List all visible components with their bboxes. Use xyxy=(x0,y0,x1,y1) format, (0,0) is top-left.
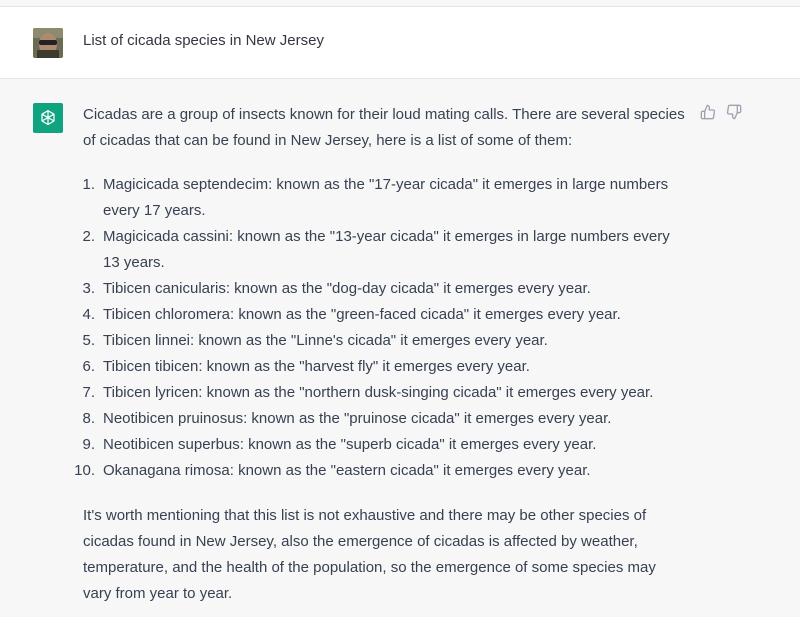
list-item-text: Magicicada cassini: known as the "13-year cicada" it emerges in large numbers every 13 years. xyxy=(103,228,670,271)
list-item xyxy=(83,354,683,380)
list-number: 2. xyxy=(82,228,95,245)
thumbs-up-icon[interactable] xyxy=(700,104,716,120)
assistant-message-row xyxy=(0,79,800,617)
assistant-outro-text: It's worth mentioning that this list is not exhaustive and there may be other species of cicadas found in New Jersey, also the emergence of cicadas is affected by weather, temperature, and the health of the population, so the emergence of some species may vary from year to year. xyxy=(83,507,656,602)
top-strip xyxy=(0,0,800,7)
thumbs-down-icon[interactable] xyxy=(726,104,742,120)
list-item-text: Neotibicen pruinosus: known as the "pruinose cicada" it emerges every year. xyxy=(103,410,612,427)
list-number: 3. xyxy=(82,280,95,297)
list-item xyxy=(83,172,683,224)
list-number: 5. xyxy=(82,332,95,349)
list-number: 8. xyxy=(82,410,95,427)
list-item-text: Okanagana rimosa: known as the "eastern cicada" it emerges every year. xyxy=(103,462,591,479)
list-item-text: Magicicada septendecim: known as the "17-year cicada" it emerges in large numbers every 17 years. xyxy=(103,176,669,219)
list-item-text: Tibicen lyricen: known as the "northern dusk-singing cicada" it emerges every year. xyxy=(103,384,654,401)
list-item xyxy=(83,276,683,302)
list-item xyxy=(83,432,683,458)
user-message-row xyxy=(0,7,800,79)
list-number: 9. xyxy=(82,436,95,453)
list-number: 10. xyxy=(74,462,95,479)
feedback-buttons xyxy=(700,104,742,120)
assistant-intro-text: Cicadas are a group of insects known for their loud mating calls. There are several species of cicadas that can be found in New Jersey, here is a list of some of them: xyxy=(83,106,685,149)
assistant-message-content xyxy=(74,102,693,607)
list-item xyxy=(74,458,683,484)
list-item xyxy=(83,328,683,354)
list-number: 6. xyxy=(82,358,95,375)
list-item-text: Neotibicen superbus: known as the "superb cicada" it emerges every year. xyxy=(103,436,597,453)
list-number: 7. xyxy=(82,384,95,401)
list-number: 4. xyxy=(82,306,95,323)
list-item xyxy=(83,224,683,276)
list-item xyxy=(83,406,683,432)
list-item xyxy=(83,380,683,406)
cicada-species-list xyxy=(74,172,683,484)
openai-logo-icon xyxy=(33,103,63,133)
user-avatar xyxy=(33,28,63,58)
list-item-text: Tibicen canicularis: known as the "dog-day cicada" it emerges every year. xyxy=(103,280,591,297)
user-message-text: List of cicada species in New Jersey xyxy=(83,32,324,49)
list-item xyxy=(83,302,683,328)
list-item-text: Tibicen tibicen: known as the "harvest fly" it emerges every year. xyxy=(103,358,530,375)
list-item-text: Tibicen linnei: known as the "Linne's cicada" it emerges every year. xyxy=(103,332,548,349)
list-item-text: Tibicen chloromera: known as the "green-faced cicada" it emerges every year. xyxy=(103,306,621,323)
list-number: 1. xyxy=(82,176,95,193)
